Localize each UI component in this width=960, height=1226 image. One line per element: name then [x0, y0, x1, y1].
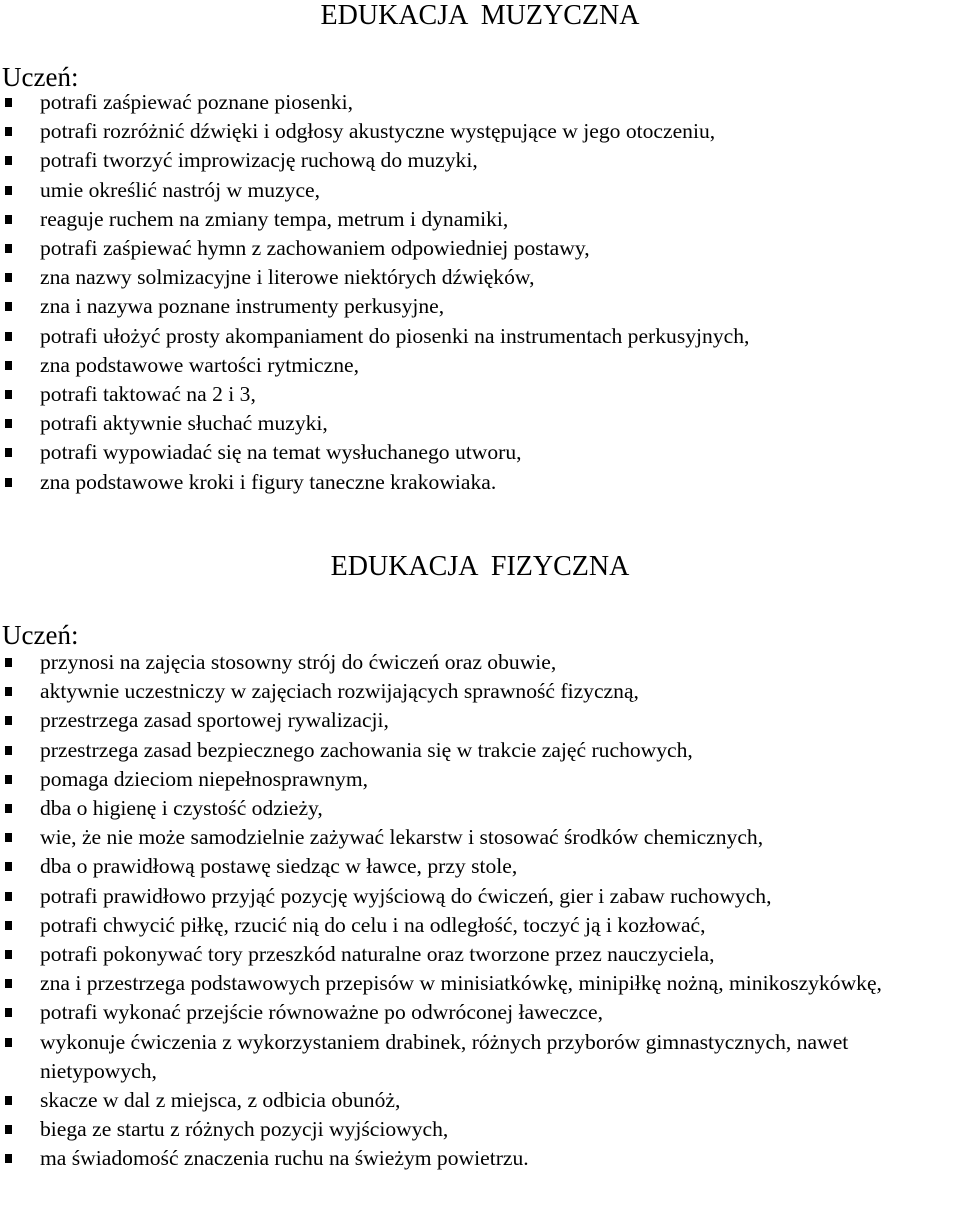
list-item: zna nazwy solmizacyjne i literowe niektórych dźwięków, — [0, 263, 960, 292]
square-bullet-icon — [5, 156, 12, 165]
list-item: przestrzega zasad bezpiecznego zachowania się w trakcie zajęć ruchowych, — [0, 736, 960, 765]
square-bullet-icon — [5, 921, 12, 930]
square-bullet-icon — [5, 273, 12, 282]
list-item: potrafi zaśpiewać hymn z zachowaniem odpowiedniej postawy, — [0, 234, 960, 263]
pe-student-label: Uczeń: — [2, 620, 79, 650]
square-bullet-icon — [5, 448, 12, 457]
square-bullet-icon — [5, 746, 12, 755]
list-item: skacze w dal z miejsca, z odbicia obunóż, — [0, 1086, 960, 1115]
square-bullet-icon — [5, 862, 12, 871]
square-bullet-icon — [5, 1096, 12, 1105]
square-bullet-icon — [5, 892, 12, 901]
list-item: potrafi rozróżnić dźwięki i odgłosy akustyczne występujące w jego otoczeniu, — [0, 117, 960, 146]
list-item: potrafi chwycić piłkę, rzucić nią do celu i na odległość, toczyć ją i kozłować, — [0, 911, 960, 940]
list-item: przestrzega zasad sportowej rywalizacji, — [0, 706, 960, 735]
list-item: potrafi tworzyć improwizację ruchową do muzyki, — [0, 146, 960, 175]
pe-skills-list — [0, 648, 960, 1174]
square-bullet-icon — [5, 687, 12, 696]
list-item: potrafi wypowiadać się na temat wysłuchanego utworu, — [0, 438, 960, 467]
list-item: umie określić nastrój w muzyce, — [0, 176, 960, 205]
list-item: potrafi aktywnie słuchać muzyki, — [0, 409, 960, 438]
square-bullet-icon — [5, 804, 12, 813]
list-item: zna podstawowe wartości rytmiczne, — [0, 351, 960, 380]
square-bullet-icon — [5, 332, 12, 341]
list-item: zna i przestrzega podstawowych przepisów w minisiatkówkę, minipiłkę nożną, minikoszykówkę, — [0, 969, 955, 998]
list-item: wykonuje ćwiczenia z wykorzystaniem drabinek, różnych przyborów gimnastycznych, nawet nietypowych, — [0, 1028, 955, 1086]
square-bullet-icon — [5, 419, 12, 428]
square-bullet-icon — [5, 186, 12, 195]
square-bullet-icon — [5, 658, 12, 667]
list-item: aktywnie uczestniczy w zajęciach rozwijających sprawność fizyczną, — [0, 677, 960, 706]
square-bullet-icon — [5, 127, 12, 136]
list-item: wie, że nie może samodzielnie zażywać lekarstw i stosować środków chemicznych, — [0, 823, 960, 852]
square-bullet-icon — [5, 215, 12, 224]
list-item: potrafi pokonywać tory przeszkód naturalne oraz tworzone przez nauczyciela, — [0, 940, 960, 969]
list-item: potrafi prawidłowo przyjąć pozycję wyjściową do ćwiczeń, gier i zabaw ruchowych, — [0, 882, 960, 911]
square-bullet-icon — [5, 716, 12, 725]
square-bullet-icon — [5, 1038, 12, 1047]
list-item: dba o higienę i czystość odzieży, — [0, 794, 960, 823]
list-item: biega ze startu z różnych pozycji wyjściowych, — [0, 1115, 960, 1144]
square-bullet-icon — [5, 390, 12, 399]
music-skills-list — [0, 88, 960, 497]
list-item: potrafi taktować na 2 i 3, — [0, 380, 960, 409]
square-bullet-icon — [5, 1008, 12, 1017]
list-item: zna i nazywa poznane instrumenty perkusyjne, — [0, 292, 960, 321]
square-bullet-icon — [5, 1125, 12, 1134]
list-item: pomaga dzieciom niepełnosprawnym, — [0, 765, 960, 794]
square-bullet-icon — [5, 244, 12, 253]
pe-section-title: EDUKACJA FIZYCZNA — [330, 551, 630, 582]
square-bullet-icon — [5, 950, 12, 959]
list-item: przynosi na zajęcia stosowny strój do ćwiczeń oraz obuwie, — [0, 648, 960, 677]
list-item: potrafi wykonać przejście równoważne po odwróconej ławeczce, — [0, 998, 960, 1027]
square-bullet-icon — [5, 98, 12, 107]
square-bullet-icon — [5, 979, 12, 988]
square-bullet-icon — [5, 775, 12, 784]
list-item: dba o prawidłową postawę siedząc w ławce, przy stole, — [0, 852, 960, 881]
list-item: ma świadomość znaczenia ruchu na świeżym powietrzu. — [0, 1144, 960, 1173]
square-bullet-icon — [5, 302, 12, 311]
list-item: potrafi zaśpiewać poznane piosenki, — [0, 88, 960, 117]
square-bullet-icon — [5, 478, 12, 487]
list-item: reaguje ruchem na zmiany tempa, metrum i dynamiki, — [0, 205, 960, 234]
music-student-label: Uczeń: — [2, 62, 79, 92]
music-section-title: EDUKACJA MUZYCZNA — [320, 0, 640, 31]
list-item: zna podstawowe kroki i figury taneczne krakowiaka. — [0, 468, 960, 497]
square-bullet-icon — [5, 833, 12, 842]
square-bullet-icon — [5, 1154, 12, 1163]
square-bullet-icon — [5, 361, 12, 370]
list-item: potrafi ułożyć prosty akompaniament do piosenki na instrumentach perkusyjnych, — [0, 322, 960, 351]
